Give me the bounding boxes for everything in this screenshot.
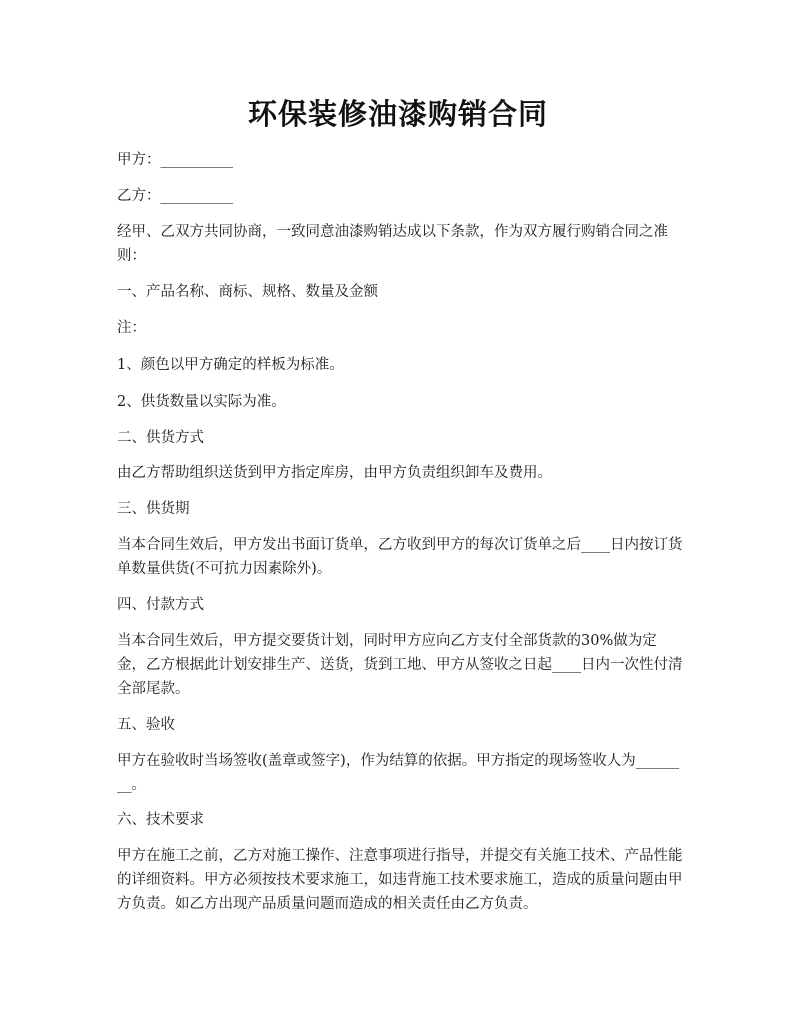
section-1-heading: 一、产品名称、商标、规格、数量及金额 (117, 284, 378, 300)
section-2-heading: 二、供货方式 (117, 430, 204, 446)
section-3-body: 当本合同生效后，甲方发出书面订货单，乙方收到甲方的每次订货单之后____日内按订货单数量供货(不可抗力因素除外)。 (117, 537, 683, 577)
section-3-heading: 三、供货期 (117, 501, 190, 517)
note-label: 注： (117, 320, 146, 336)
section-6-heading: 六、技术要求 (117, 812, 204, 828)
section-4-body: 当本合同生效后，甲方提交要货计划，同时甲方应向乙方支付全部货款的30%做为定金，乙方根据此计划安排生产、送货，货到工地、甲方从签收之日起____日内一次性付清全部尾款。 (117, 633, 683, 697)
preamble-paragraph: 经甲、乙双方共同协商，一致同意油漆购销达成以下条款，作为双方履行购销合同之准则： (117, 224, 668, 264)
note-item-1: 1、颜色以甲方确定的样板为标准。 (117, 357, 344, 373)
section-5-body: 甲方在验收时当场签收(盖章或签字)，作为结算的依据。甲方指定的现场签收人为________。 (117, 753, 680, 793)
party-b-line: 乙方：__________ (117, 188, 233, 204)
section-6-body: 甲方在施工之前，乙方对施工操作、注意事项进行指导，并提交有关施工技术、产品性能的详细资料。甲方必须按技术要求施工，如违背施工技术要求施工，造成的质量问题由甲方负责。如乙方出现产品质量问题而造成的相关责任由乙方负责。 (117, 848, 683, 912)
note-item-2: 2、供货数量以实际为准。 (117, 394, 286, 410)
section-5-heading: 五、验收 (117, 717, 175, 733)
party-a-line: 甲方：__________ (117, 152, 233, 168)
section-4-heading: 四、付款方式 (117, 597, 204, 613)
section-2-body: 由乙方帮助组织送货到甲方指定库房，由甲方负责组织卸车及费用。 (117, 465, 552, 481)
document-title: 环保装修油漆购销合同 (247, 97, 548, 131)
